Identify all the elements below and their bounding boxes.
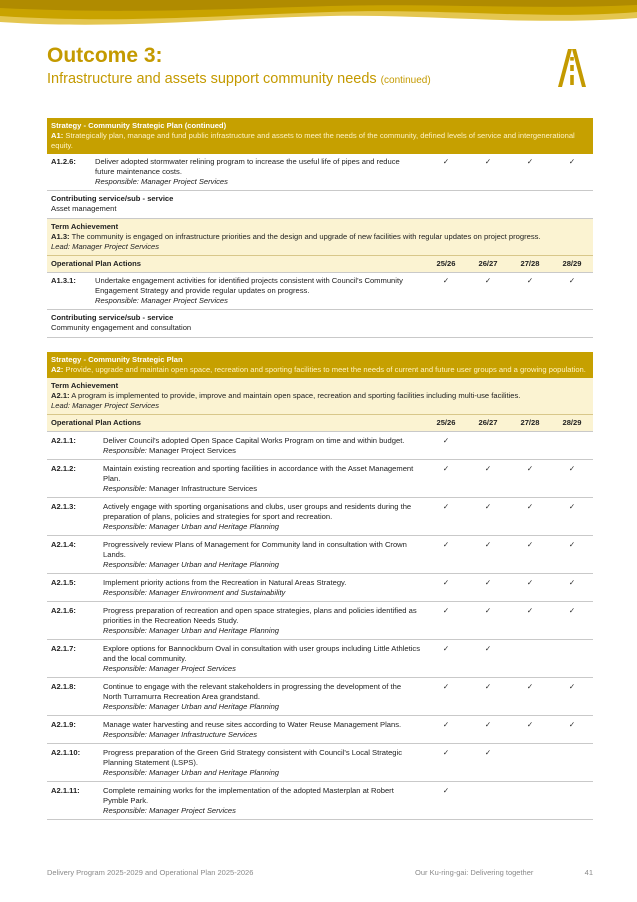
check-27-28: [509, 432, 551, 460]
check-25-26: ✓: [425, 432, 467, 460]
check-26-27: ✓: [467, 716, 509, 744]
check-27-28: [509, 640, 551, 678]
action-code: A2.1.10:: [47, 744, 99, 782]
check-27-28: [509, 744, 551, 782]
action-code: A1.3.1:: [47, 273, 91, 310]
check-27-28: ✓: [509, 574, 551, 602]
contributing-service: [47, 191, 593, 219]
check-25-26: ✓: [425, 273, 467, 310]
check-26-27: [467, 782, 509, 820]
check-27-28: ✓: [509, 602, 551, 640]
action-description: Progress preparation of recreation and open space strategies, plans and policies identified as priorities in the Recreation Needs Study. Responsible: Manager Urban and Heritage Planning: [99, 602, 425, 640]
term-achievement-a1-3: [47, 219, 593, 256]
check-27-28: ✓: [509, 536, 551, 574]
strategy-band-a2: [47, 352, 593, 378]
table-row: [47, 432, 593, 460]
action-code: A2.1.2:: [47, 460, 99, 498]
check-28-29: [551, 744, 593, 782]
table-row: [47, 782, 593, 820]
check-26-27: ✓: [467, 536, 509, 574]
table-row: [47, 640, 593, 678]
check-28-29: ✓: [551, 716, 593, 744]
outcome-subtitle: Infrastructure and assets support community needs (continued): [47, 71, 431, 87]
header-wave-decoration: [0, 0, 637, 32]
check-26-27: ✓: [467, 154, 509, 191]
table-row: [47, 498, 593, 536]
check-28-29: [551, 782, 593, 820]
year-header: 27/28: [509, 256, 551, 273]
action-code: A2.1.11:: [47, 782, 99, 820]
year-header: 28/29: [551, 256, 593, 273]
check-28-29: [551, 432, 593, 460]
check-27-28: ✓: [509, 273, 551, 310]
action-description: Implement priority actions from the Recreation in Natural Areas Strategy. Responsible: Manager Environment and Sustainability: [99, 574, 425, 602]
action-code: A2.1.7:: [47, 640, 99, 678]
check-27-28: ✓: [509, 498, 551, 536]
outcome-title: Outcome 3:: [47, 44, 163, 67]
check-27-28: [509, 782, 551, 820]
page-number: 41: [584, 868, 593, 877]
term-achievement-title: Term Achievement: [51, 222, 119, 231]
year-header: 26/27: [467, 256, 509, 273]
year-header: 27/28: [509, 415, 551, 432]
check-26-27: ✓: [467, 273, 509, 310]
table-row: [47, 716, 593, 744]
check-25-26: ✓: [425, 498, 467, 536]
action-code: A2.1.3:: [47, 498, 99, 536]
term-achievement-text: A2.1: A program is implemented to provide, improve and maintain open space, recreation and sporting facilities including multi-use facilities.: [51, 391, 521, 400]
check-26-27: ✓: [467, 460, 509, 498]
action-description: Progressively review Plans of Management for Community land in consultation with Crown Lands. Responsible: Manager Urban and Heritage Planning: [99, 536, 425, 574]
check-28-29: ✓: [551, 460, 593, 498]
check-28-29: [551, 640, 593, 678]
contributing-service: [47, 310, 593, 338]
check-28-29: ✓: [551, 273, 593, 310]
strategy-band-title: Strategy - Community Strategic Plan (continued): [51, 121, 227, 130]
check-27-28: ✓: [509, 154, 551, 191]
table-row: [47, 678, 593, 716]
check-28-29: ✓: [551, 678, 593, 716]
year-header: 25/26: [425, 415, 467, 432]
check-26-27: ✓: [467, 574, 509, 602]
page-heading: [47, 44, 431, 90]
contributing-service-title: Contributing service/sub - service: [51, 313, 174, 322]
table-row: [47, 460, 593, 498]
check-27-28: ✓: [509, 716, 551, 744]
footer-tagline: Our Ku-ring-gai: Delivering together: [415, 868, 534, 877]
action-code: A2.1.8:: [47, 678, 99, 716]
strategy-band-title: Strategy - Community Strategic Plan: [51, 355, 183, 364]
action-code: A1.2.6:: [47, 154, 91, 191]
action-code: A2.1.5:: [47, 574, 99, 602]
contributing-service-text: Asset management: [51, 204, 117, 213]
table-row: [47, 602, 593, 640]
check-25-26: ✓: [425, 782, 467, 820]
check-25-26: ✓: [425, 574, 467, 602]
check-25-26: ✓: [425, 640, 467, 678]
action-description: Progress preparation of the Green Grid Strategy consistent with Council's Local Strategic Planning Statement (LSPS). Responsible: Manager Urban and Heritage Planning: [99, 744, 425, 782]
table-header: [47, 256, 593, 273]
check-28-29: ✓: [551, 602, 593, 640]
actions-table-a1-3: [47, 256, 593, 310]
action-code: A2.1.4:: [47, 536, 99, 574]
check-25-26: ✓: [425, 678, 467, 716]
action-description: Continue to engage with the relevant stakeholders in progressing the development of the North Turramurra Recreation Area grandstand. Responsible: Manager Urban and Heritage Planning: [99, 678, 425, 716]
action-description: Actively engage with sporting organisations and clubs, user groups and residents during the preparation of plans, policies and strategies for sport and recreation. Responsible: Manager Urban and Heritage Planning: [99, 498, 425, 536]
term-achievement-text: A1.3: The community is engaged on infrastructure priorities and the design and upgrade of new facilities with regular updates on project progress.: [51, 232, 541, 241]
strategy-band-text: A2: Provide, upgrade and maintain open space, recreation and sporting facilities to meet the needs of current and future user groups and a growing population.: [51, 365, 586, 374]
ops-header: Operational Plan Actions: [47, 256, 425, 273]
check-26-27: ✓: [467, 640, 509, 678]
check-26-27: ✓: [467, 498, 509, 536]
table-row: [47, 536, 593, 574]
check-27-28: ✓: [509, 678, 551, 716]
check-25-26: ✓: [425, 536, 467, 574]
strategy-band-text: A1: Strategically plan, manage and fund public infrastructure and assets to meet the needs of the community, defined levels of service and intergenerational equity.: [51, 131, 575, 150]
actions-table-a2-1: [47, 415, 593, 820]
check-25-26: ✓: [425, 602, 467, 640]
actions-table-a1-2: [47, 154, 593, 191]
check-28-29: ✓: [551, 498, 593, 536]
action-description: Deliver adopted stormwater relining program to increase the useful life of pipes and reduce future maintenance costs. Responsible: Manager Project Services: [91, 154, 425, 191]
check-28-29: ✓: [551, 574, 593, 602]
table-row: [47, 154, 593, 191]
ops-header: Operational Plan Actions: [47, 415, 425, 432]
table-row: [47, 273, 593, 310]
action-description: Manage water harvesting and reuse sites according to Water Reuse Management Plans. Responsible: Manager Infrastructure Services: [99, 716, 425, 744]
check-25-26: ✓: [425, 744, 467, 782]
action-code: A2.1.1:: [47, 432, 99, 460]
contributing-service-title: Contributing service/sub - service: [51, 194, 174, 203]
check-26-27: ✓: [467, 602, 509, 640]
table-row: [47, 574, 593, 602]
term-achievement-title: Term Achievement: [51, 381, 119, 390]
table-row: [47, 744, 593, 782]
action-description: Explore options for Bannockburn Oval in consultation with user groups including Little Athletics and the local community. Responsible: Manager Project Services: [99, 640, 425, 678]
page-content: [47, 118, 593, 820]
action-description: Maintain existing recreation and sporting facilities in accordance with the Asset Management Plan. Responsible: Manager Infrastructure Services: [99, 460, 425, 498]
year-header: 25/26: [425, 256, 467, 273]
footer-document-title: Delivery Program 2025-2029 and Operational Plan 2025-2026: [47, 868, 254, 877]
check-26-27: ✓: [467, 744, 509, 782]
contributing-service-text: Community engagement and consultation: [51, 323, 192, 332]
action-description: Complete remaining works for the implementation of the adopted Masterplan at Robert Pymble Park. Responsible: Manager Project Services: [99, 782, 425, 820]
check-28-29: ✓: [551, 536, 593, 574]
outcome-logo-icon: [550, 45, 594, 89]
check-26-27: [467, 432, 509, 460]
strategy-band-a1: [47, 118, 593, 154]
action-description: Undertake engagement activities for identified projects consistent with Council's Community Engagement Strategy and provide regular updates on progress. Responsible: Manager Project Services: [91, 273, 425, 310]
check-28-29: ✓: [551, 154, 593, 191]
term-lead: Lead: Manager Project Services: [51, 401, 160, 410]
check-26-27: ✓: [467, 678, 509, 716]
year-header: 28/29: [551, 415, 593, 432]
check-25-26: ✓: [425, 154, 467, 191]
term-achievement-a2-1: [47, 378, 593, 415]
check-25-26: ✓: [425, 716, 467, 744]
year-header: 26/27: [467, 415, 509, 432]
action-code: A2.1.6:: [47, 602, 99, 640]
action-code: A2.1.9:: [47, 716, 99, 744]
action-description: Deliver Council's adopted Open Space Capital Works Program on time and within budget. Responsible: Manager Project Services: [99, 432, 425, 460]
check-25-26: ✓: [425, 460, 467, 498]
check-27-28: ✓: [509, 460, 551, 498]
table-header: [47, 415, 593, 432]
term-lead: Lead: Manager Project Services: [51, 242, 160, 251]
